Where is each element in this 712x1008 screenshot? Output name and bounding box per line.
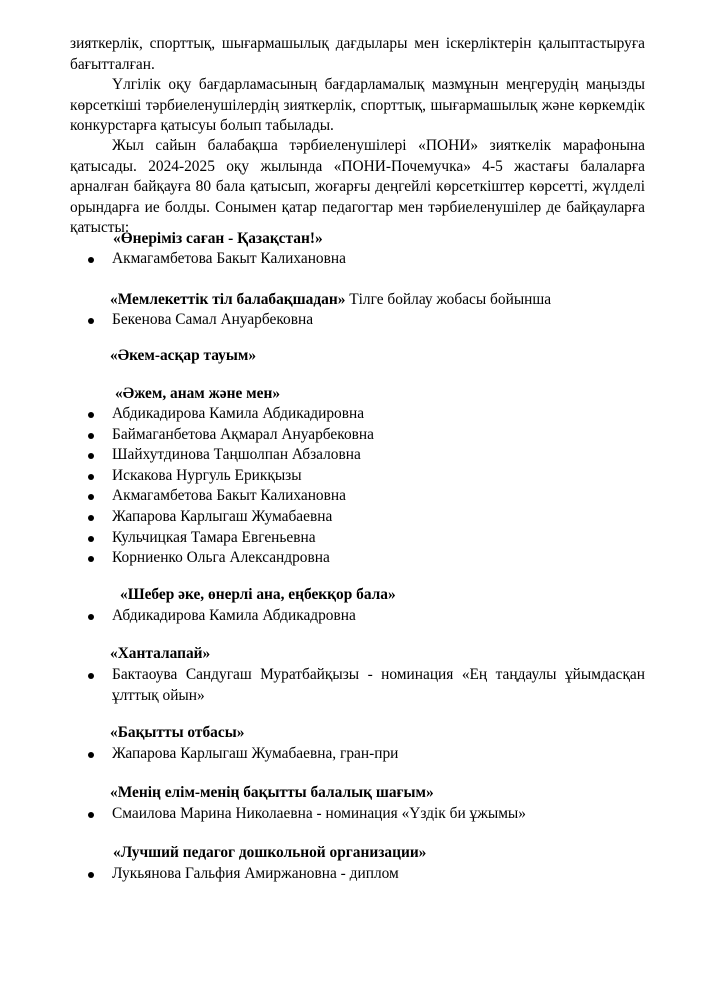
section-heading — [110, 644, 210, 665]
list-item: Баймаганбетова Ақмарал Ануарбековна — [70, 425, 645, 446]
bullet-icon — [88, 494, 94, 500]
list-item: Акмагамбетова Бакыт Калихановна — [70, 486, 645, 507]
list-item: Абдикадирова Камила Абдикадировна — [70, 404, 645, 425]
participant-list — [70, 804, 645, 825]
bullet-icon — [88, 257, 94, 263]
list-item: Бекенова Самал Ануарбековна — [70, 310, 645, 331]
participant-list — [70, 744, 645, 765]
section-title: «Менің елім-менің бақытты балалық шағым» — [110, 784, 434, 801]
list-item: Искакова Нургуль Ерикқызы — [70, 466, 645, 487]
bullet-icon — [88, 412, 94, 418]
section-title: «Шебер әке, өнерлі ана, еңбекқор бала» — [120, 586, 396, 603]
list-item: Жапарова Карлыгаш Жумабаевна — [70, 507, 645, 528]
bullet-icon — [88, 474, 94, 480]
bullet-icon — [88, 812, 94, 818]
section-title: «Мемлекеттік тіл балабақшадан» — [110, 291, 346, 308]
section-title: «Бақытты отбасы» — [110, 724, 245, 741]
participant-list — [70, 665, 645, 706]
bullet-icon — [88, 556, 94, 562]
section-heading — [110, 783, 434, 804]
list-item: Абдикадирова Камила Абдикадровна — [70, 606, 645, 627]
list-item: Шайхутдинова Таңшолпан Абзаловна — [70, 445, 645, 466]
section-title: «Өнеріміз саған - Қазақстан!» — [113, 230, 323, 247]
paragraph-1: зияткерлік, спорттық, шығармашылық дағдылары мен іскерліктерін қалыптастыруға бағытталған. — [70, 35, 645, 73]
bullet-icon — [88, 453, 94, 459]
bullet-icon — [88, 536, 94, 542]
participant-list — [70, 404, 645, 569]
list-item: Смаилова Марина Николаевна - номинация «Үздік би ұжымы» — [70, 804, 645, 825]
list-item: Жапарова Карлыгаш Жумабаевна, гран-при — [70, 744, 645, 765]
participant-list — [70, 606, 645, 627]
bullet-icon — [88, 752, 94, 758]
bullet-icon — [88, 614, 94, 620]
section-heading — [110, 346, 256, 367]
bullet-icon — [88, 318, 94, 324]
section-heading — [110, 723, 244, 744]
section-heading — [115, 384, 280, 405]
section-heading — [120, 585, 396, 606]
bullet-icon — [88, 515, 94, 521]
bullet-icon — [88, 872, 94, 878]
section-title: «Әкем-асқар тауым» — [110, 347, 257, 364]
participant-list — [70, 249, 645, 270]
section-title: «Ханталапай» — [110, 645, 211, 662]
section-title: «Лучший педагог дошкольной организации» — [113, 844, 427, 861]
list-item: Бактаоува Сандугаш Муратбайқызы - номинация «Ең таңдаулы ұйымдасқан ұлттық ойын» — [70, 665, 645, 706]
list-item: Кульчицкая Тамара Евгеньевна — [70, 528, 645, 549]
list-item: Корниенко Ольга Александровна — [70, 548, 645, 569]
section-heading — [113, 229, 323, 250]
section-title: «Әжем, анам және мен» — [115, 385, 281, 402]
participant-list — [70, 864, 645, 885]
bullet-icon — [88, 673, 94, 679]
list-item: Акмагамбетова Бакыт Калихановна — [70, 249, 645, 270]
bullet-icon — [88, 433, 94, 439]
paragraph-3: Жыл сайын балабақша тәрбиеленушілері «ПОНИ» зияткелік марафонына қатысады. 2024-2025 оқу жылында «ПОНИ-Почемучка» 4-5 жастағы балаларға арналған байқауға 80 бала қатысып, жоғарғы деңгейлі көрсеткіштер көрсетті, жүлделі орындарға ие болды. Сонымен қатар педагогтар мен тәрбиеленушілер де байқауларға қатысты: — [70, 137, 645, 237]
participant-list — [70, 310, 645, 331]
list-item: Лукьянова Гальфия Амиржановна - диплом — [70, 864, 645, 885]
section-heading — [110, 290, 551, 311]
section-heading — [113, 843, 426, 864]
section-subtitle: Тілге бойлау жобасы бойынша — [345, 291, 552, 308]
paragraph-2: Үлгілік оқу бағдарламасының бағдарламалық мазмұнын меңгерудің маңызды көрсеткіші тәрбиеленушілердің зияткерлік, спорттық, шығармашылық және көркемдік конкурстарға қатысуы болып табылады. — [70, 76, 645, 135]
